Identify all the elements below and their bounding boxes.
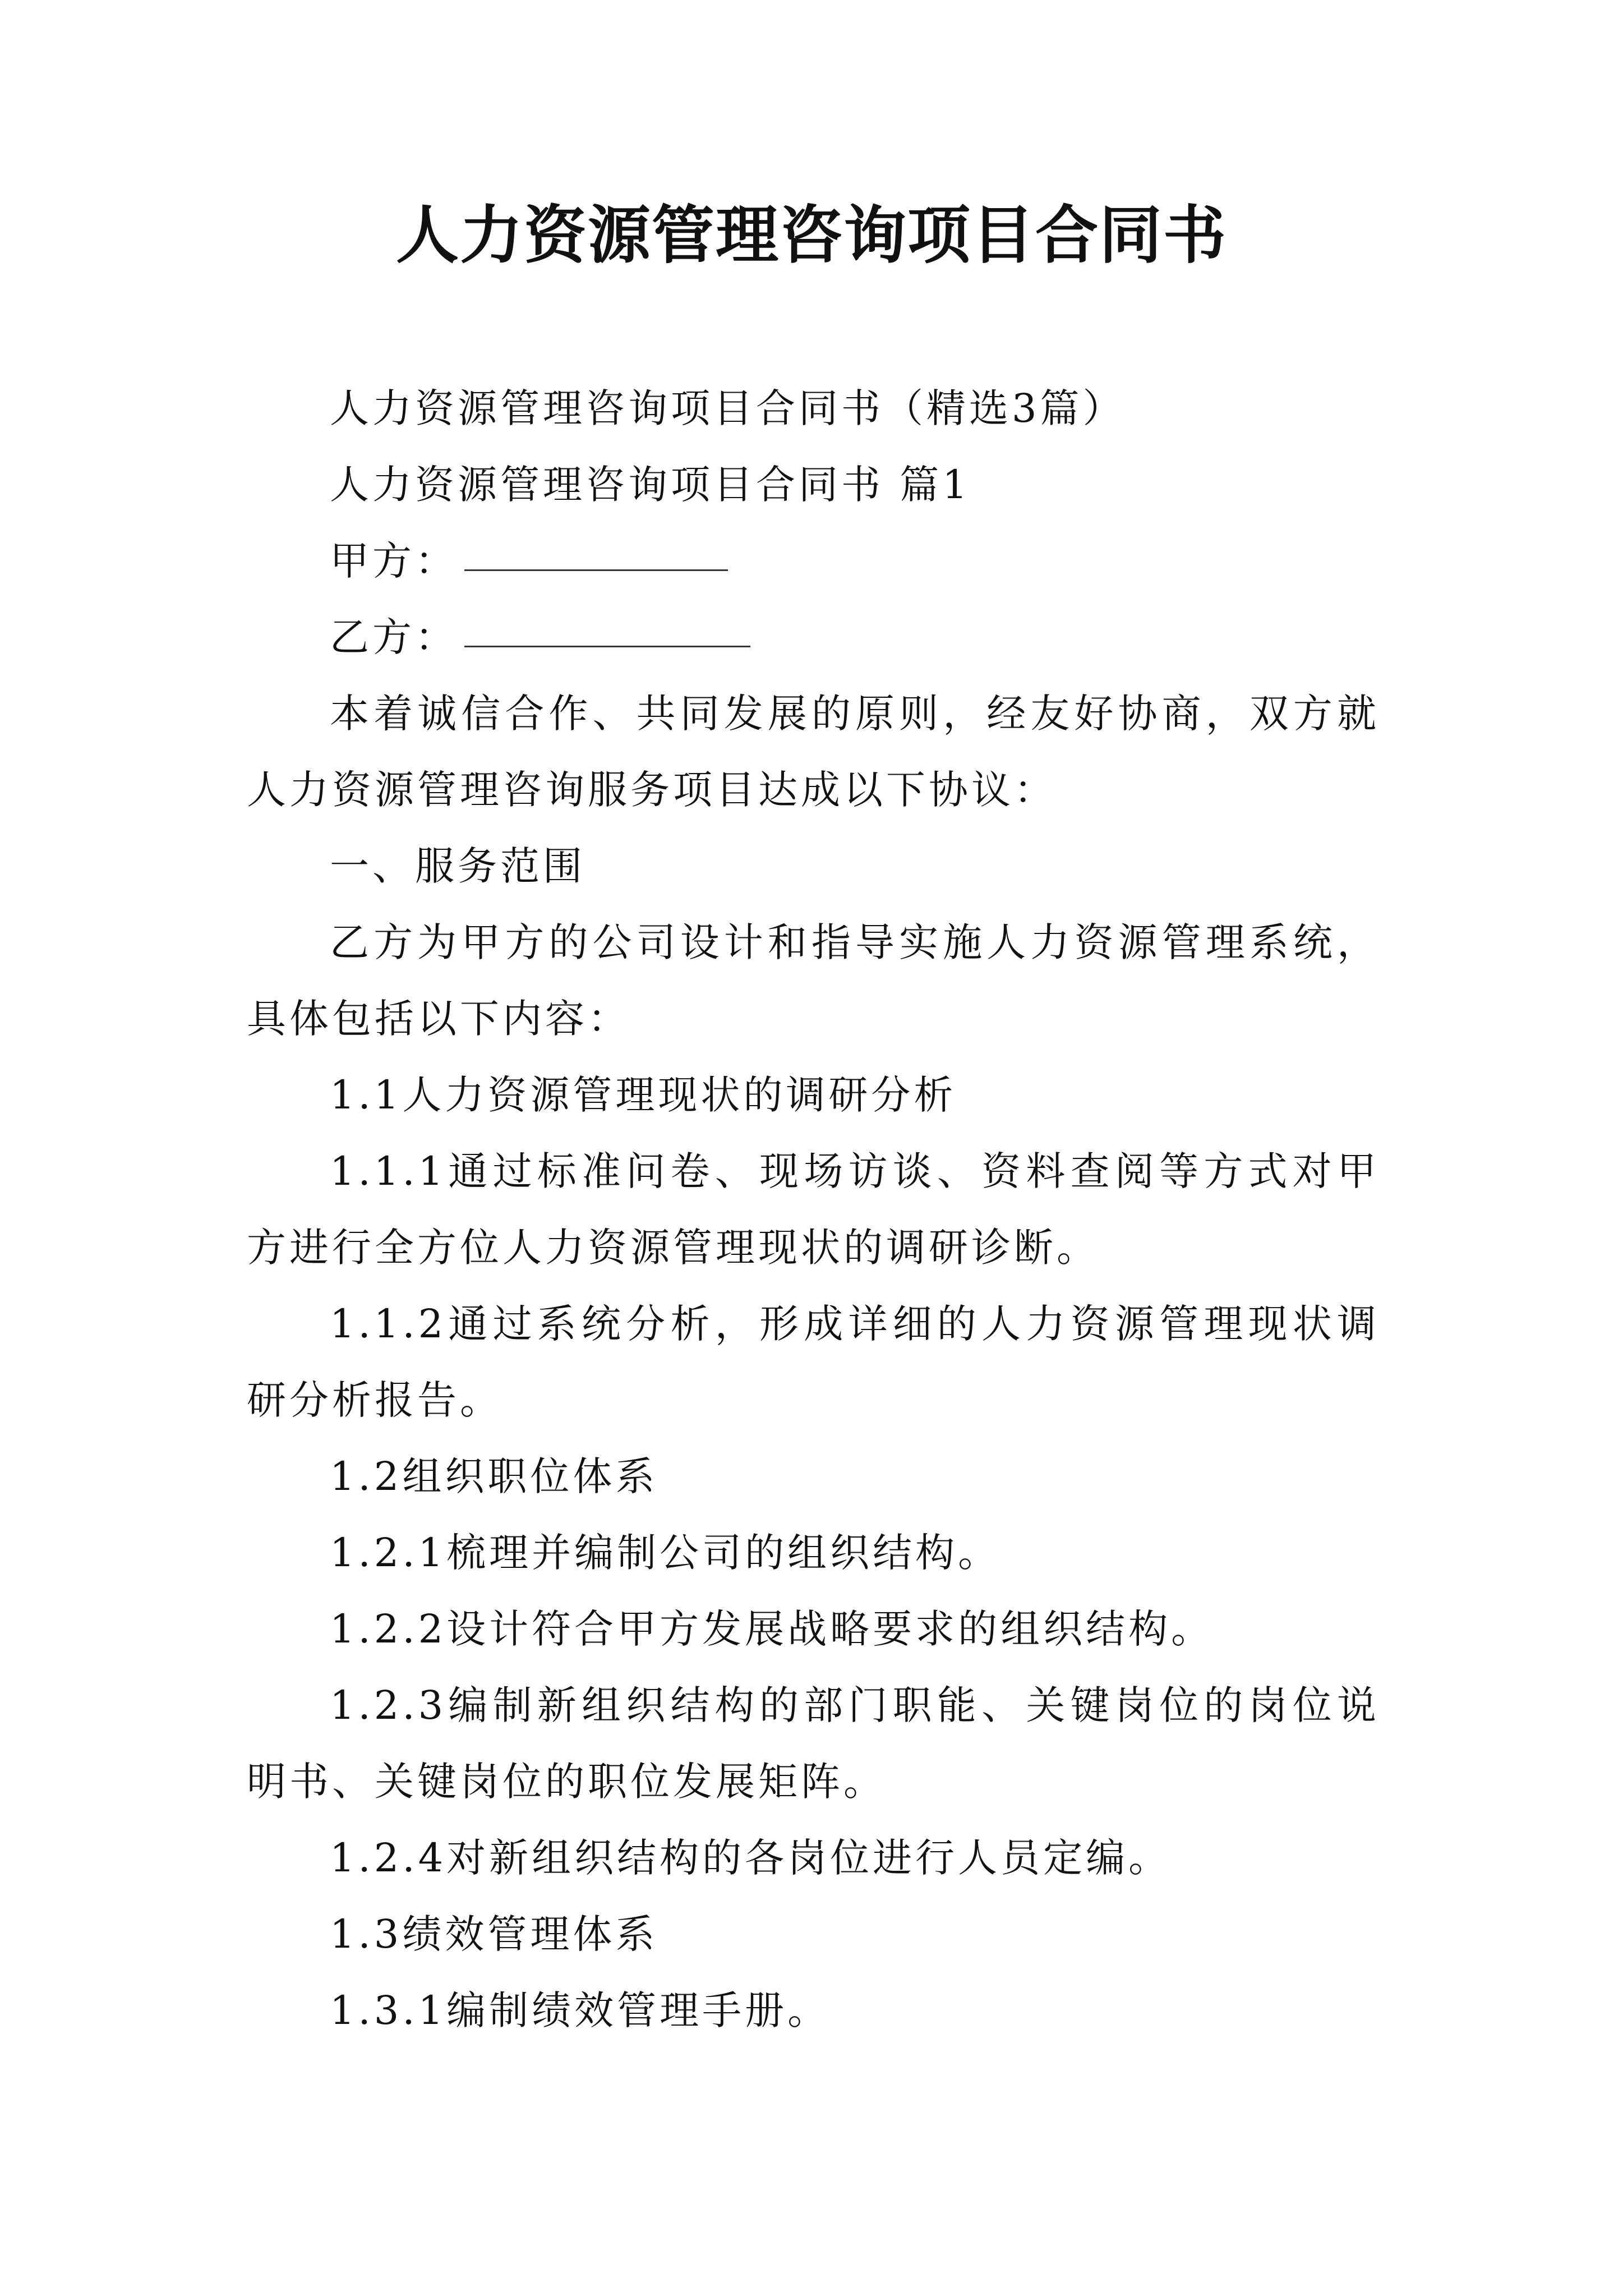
party-a-label: 甲方：	[330, 538, 458, 584]
party-a-blank	[464, 569, 728, 571]
clause-paragraph: 1.1.1通过标准问卷、现场访谈、资料查阅等方式对甲方进行全方位人力资源管理现状的调研诊断。	[247, 1148, 1380, 1271]
clause-paragraph: 1.3绩效管理体系	[330, 1911, 658, 1957]
party-a-line	[247, 523, 1380, 599]
clause-paragraph: 1.2.1梳理并编制公司的组织结构。	[330, 1530, 1001, 1576]
party-b-label: 乙方：	[330, 614, 458, 660]
subtitle-paragraph: 人力资源管理咨询项目合同书（精选3篇）	[330, 385, 1126, 431]
clause-paragraph: 1.2.3编制新组织结构的部门职能、关键岗位的岗位说明书、关键岗位的职位发展矩阵。	[247, 1682, 1380, 1805]
party-b-line	[247, 599, 1380, 675]
document-body	[247, 370, 1380, 2049]
clause-paragraph: 1.3.1编制绩效管理手册。	[330, 1987, 831, 2033]
intro-paragraph: 本着诚信合作、共同发展的原则，经友好协商，双方就人力资源管理咨询服务项目达成以下协议：	[247, 691, 1380, 813]
party-b-blank	[464, 645, 750, 647]
clause-paragraph: 1.1.2通过系统分析，形成详细的人力资源管理现状调研分析报告。	[247, 1301, 1380, 1423]
clause-paragraph: 1.2.2设计符合甲方发展战略要求的组织结构。	[330, 1606, 1214, 1652]
clause-paragraph: 1.2组织职位体系	[330, 1453, 658, 1499]
clause-paragraph: 1.2.4对新组织结构的各岗位进行人员定编。	[330, 1835, 1172, 1881]
scope-paragraph: 乙方为甲方的公司设计和指导实施人力资源管理系统，具体包括以下内容：	[247, 919, 1380, 1042]
section-heading: 一、服务范围	[330, 843, 585, 889]
clause-paragraph: 1.1人力资源管理现状的调研分析	[330, 1072, 957, 1118]
document-title: 人力资源管理咨询项目合同书	[396, 199, 1227, 272]
chapter-heading: 人力资源管理咨询项目合同书 篇1	[330, 462, 971, 508]
